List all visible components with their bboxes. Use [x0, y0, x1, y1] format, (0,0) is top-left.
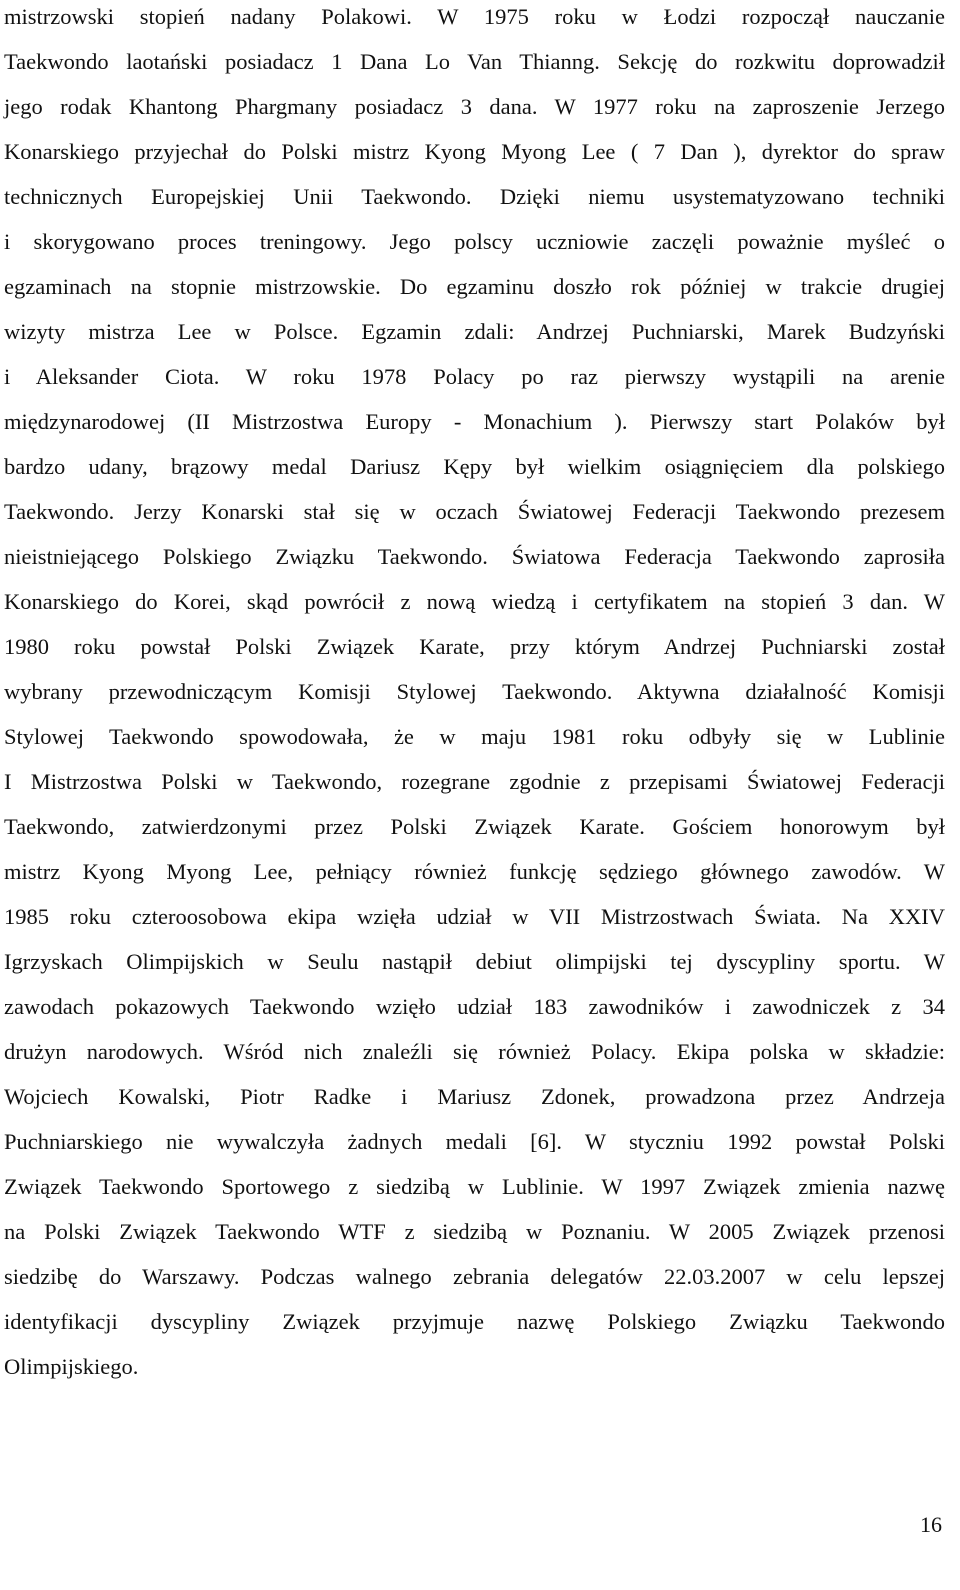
text-line: Stylowej Taekwondo spowodowała, że w maju 1981 roku odbyły się w Lublinie: [4, 724, 945, 749]
body-paragraph: [4, 0, 945, 1389]
text-line: na Polski Związek Taekwondo WTF z siedzibą w Poznaniu. W 2005 Związek przenosi: [4, 1219, 945, 1244]
text-line: Konarskiego do Korei, skąd powrócił z nową wiedzą i certyfikatem na stopień 3 dan. W: [4, 589, 945, 614]
text-line: egzaminach na stopnie mistrzowskie. Do egzaminu doszło rok później w trakcie drugiej: [4, 274, 945, 299]
text-line: zawodach pokazowych Taekwondo wzięło udział 183 zawodników i zawodniczek z 34: [4, 994, 945, 1019]
text-line: Konarskiego przyjechał do Polski mistrz Kyong Myong Lee ( 7 Dan ), dyrektor do spraw: [4, 139, 945, 164]
text-line: mistrz Kyong Myong Lee, pełniący również funkcję sędziego głównego zawodów. W: [4, 859, 945, 884]
text-line: i Aleksander Ciota. W roku 1978 Polacy po raz pierwszy wystąpili na arenie: [4, 364, 945, 389]
text-line: bardzo udany, brązowy medal Dariusz Kępy był wielkim osiągnięciem dla polskiego: [4, 454, 945, 479]
text-line: Wojciech Kowalski, Piotr Radke i Mariusz Zdonek, prowadzona przez Andrzeja: [4, 1084, 945, 1109]
text-line: drużyn narodowych. Wśród nich znaleźli się również Polacy. Ekipa polska w składzie:: [4, 1039, 945, 1064]
text-line: jego rodak Khantong Phargmany posiadacz 3 dana. W 1977 roku na zaproszenie Jerzego: [4, 94, 945, 119]
page-number: 16: [920, 1512, 942, 1537]
text-line: 1980 roku powstał Polski Związek Karate, przy którym Andrzej Puchniarski został: [4, 634, 945, 659]
text-line: I Mistrzostwa Polski w Taekwondo, rozegrane zgodnie z przepisami Światowej Federacji: [4, 769, 945, 794]
text-line: międzynarodowej (II Mistrzostwa Europy - Monachium ). Pierwszy start Polaków był: [4, 409, 945, 434]
text-line: Puchniarskiego nie wywalczyła żadnych medali [6]. W styczniu 1992 powstał Polski: [4, 1129, 945, 1154]
text-line: mistrzowski stopień nadany Polakowi. W 1975 roku w Łodzi rozpoczął nauczanie: [4, 4, 945, 29]
text-line: wybrany przewodniczącym Komisji Stylowej Taekwondo. Aktywna działalność Komisji: [4, 679, 945, 704]
text-line: siedzibę do Warszawy. Podczas walnego zebrania delegatów 22.03.2007 w celu lepszej: [4, 1264, 945, 1289]
text-line: technicznych Europejskiej Unii Taekwondo. Dzięki niemu usystematyzowano techniki: [4, 184, 945, 209]
text-line: Igrzyskach Olimpijskich w Seulu nastąpił debiut olimpijski tej dyscypliny sportu. W: [4, 949, 945, 974]
text-line: Olimpijskiego.: [4, 1354, 139, 1379]
text-line: Taekwondo laotański posiadacz 1 Dana Lo Van Thianng. Sekcję do rozkwitu doprowadził: [4, 49, 945, 74]
text-line: Taekwondo. Jerzy Konarski stał się w oczach Światowej Federacji Taekwondo prezesem: [4, 499, 945, 524]
text-line: Taekwondo, zatwierdzonymi przez Polski Związek Karate. Gościem honorowym był: [4, 814, 945, 839]
text-line: wizyty mistrza Lee w Polsce. Egzamin zdali: Andrzej Puchniarski, Marek Budzyński: [4, 319, 945, 344]
text-line: identyfikacji dyscypliny Związek przyjmuje nazwę Polskiego Związku Taekwondo: [4, 1309, 945, 1334]
text-line: i skorygowano proces treningowy. Jego polscy uczniowie zaczęli poważnie myśleć o: [4, 229, 945, 254]
text-line: nieistniejącego Polskiego Związku Taekwondo. Światowa Federacja Taekwondo zaprosiła: [4, 544, 945, 569]
text-line: Związek Taekwondo Sportowego z siedzibą w Lublinie. W 1997 Związek zmienia nazwę: [4, 1174, 945, 1199]
text-line: 1985 roku czteroosobowa ekipa wzięła udział w VII Mistrzostwach Świata. Na XXIV: [4, 904, 945, 929]
